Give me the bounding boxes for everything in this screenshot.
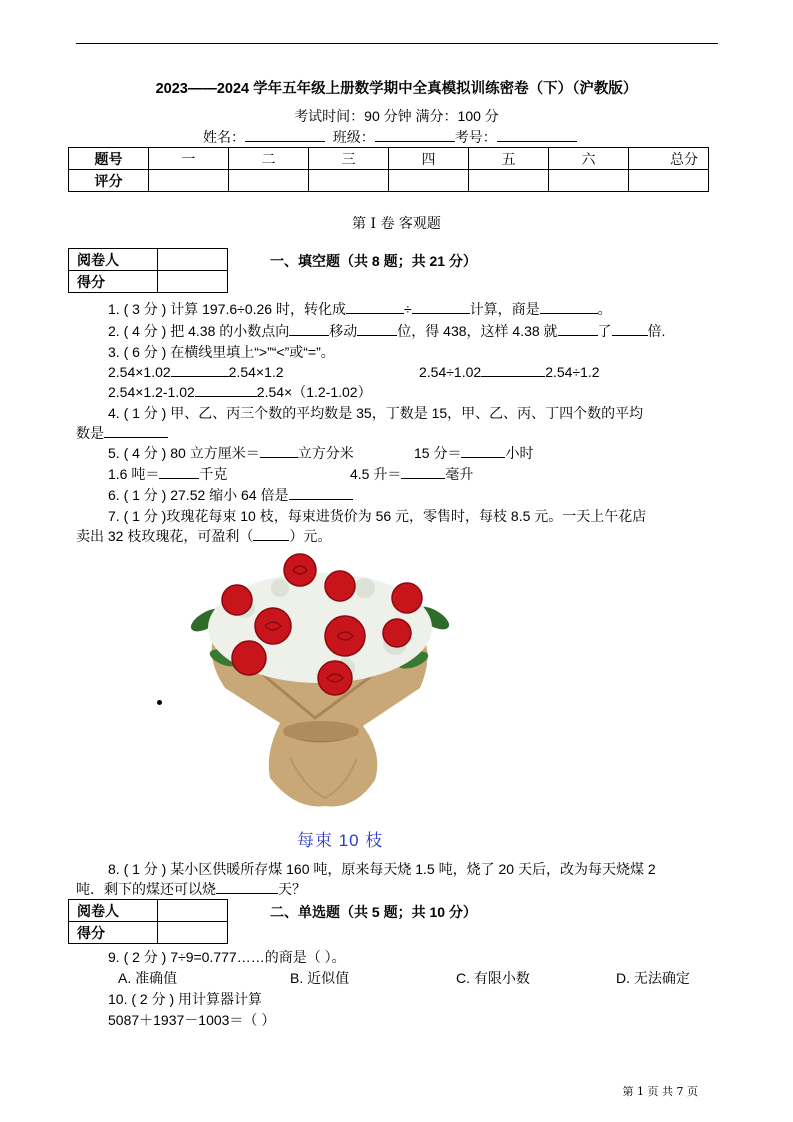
q7-blank[interactable] [253, 526, 289, 541]
question-8: 8. ( 1 分 ) 某小区供暖所存煤 160 吨，原来每天烧 1.5 吨，烧了 20 天后，改为每天烧煤 2 [108, 861, 656, 877]
q9-option-a[interactable]: A. 准确值 [118, 970, 178, 986]
student-info-line [203, 127, 577, 147]
score-col-3: 三 [309, 148, 389, 170]
q2-text-2: 移动 [329, 323, 358, 339]
score-cell[interactable] [629, 170, 709, 192]
score-col-total: 总分 [629, 148, 709, 170]
q2-end: 倍. [647, 323, 666, 339]
q5-text: 4.5 升＝ [350, 466, 402, 482]
question-number-label: 题号 [69, 148, 149, 170]
question-10: 10. ( 2 分 ) 用计算器计算 [108, 991, 263, 1007]
question-5 [108, 443, 354, 463]
grader-box-1 [68, 248, 228, 293]
image-caption: 每束 10 枝 [297, 831, 384, 850]
reviewer-label: 阅卷人 [69, 249, 158, 271]
name-label: 姓名： [203, 129, 245, 145]
points-label: 得分 [69, 271, 158, 293]
class-field[interactable] [375, 127, 455, 142]
header-rule [76, 43, 718, 44]
name-field[interactable] [245, 127, 325, 142]
exam-info: 考试时间：90 分钟 满分：100 分 [294, 108, 499, 124]
score-col-2: 二 [229, 148, 309, 170]
question-2 [108, 321, 665, 341]
q1-end: 。 [597, 301, 612, 317]
reviewer-cell[interactable] [158, 249, 228, 271]
points-label: 得分 [69, 922, 158, 944]
score-col-5: 五 [469, 148, 549, 170]
section-2-title: 二、单选题（共 5 题；共 10 分） [270, 904, 477, 920]
q5-blank-1[interactable] [260, 443, 298, 458]
q9-option-c[interactable]: C. 有限小数 [456, 970, 530, 986]
q3-expr: 2.54÷1.02 [419, 364, 482, 380]
question-4: 4. ( 1 分 ) 甲、乙、丙三个数的平均数是 35，丁数是 15，甲、乙、丙、丁四个数的平均 [108, 405, 644, 421]
question-7-cont [76, 526, 331, 546]
q1-blank-1[interactable] [346, 299, 404, 314]
class-label: 班级： [332, 129, 375, 145]
rose-bouquet-image [185, 548, 450, 816]
score-col-4: 四 [389, 148, 469, 170]
q2-blank-3[interactable] [558, 321, 598, 336]
q3-expr: 2.54×1.2 [228, 364, 284, 380]
id-label: 考号： [454, 129, 497, 145]
q9-option-b[interactable]: B. 近似值 [290, 970, 350, 986]
score-cell[interactable] [149, 170, 229, 192]
q8-end: 天？ [278, 881, 306, 897]
score-cell[interactable] [469, 170, 549, 192]
q8-text-2: 吨．剩下的煤还可以烧 [76, 881, 216, 897]
q8-blank[interactable] [216, 879, 278, 894]
question-9: 9. ( 2 分 ) 7÷9=0.777……的商是（ ）。 [108, 949, 346, 965]
q2-blank-1[interactable] [289, 321, 329, 336]
question-8-cont [76, 879, 306, 899]
q5-text: 5. ( 4 分 ) 80 立方厘米＝ [108, 445, 260, 461]
id-field[interactable] [497, 127, 577, 142]
q3-expr: 2.54×1.02 [108, 364, 171, 380]
score-cell[interactable] [229, 170, 309, 192]
q2-text-3: 位，得 438，这样 4.38 就 [397, 323, 558, 339]
q5-blank-3[interactable] [159, 464, 199, 479]
q1-blank-3[interactable] [540, 299, 598, 314]
q5-blank-2[interactable] [461, 443, 505, 458]
q6-text: 6. ( 1 分 ) 27.52 缩小 64 倍是 [108, 487, 289, 503]
q3-line-2 [108, 382, 372, 402]
q5-text: 1.6 吨＝ [108, 466, 160, 482]
score-table-header-row [69, 148, 709, 170]
question-7: 7. ( 1 分 )玫瑰花每束 10 枝，每束进货价为 56 元，零售时，每枝 8.5 元。一天上午花店 [108, 508, 647, 524]
part-title: 第 I 卷 客观题 [352, 216, 441, 232]
question-5c [108, 464, 227, 484]
q5-unit: 千克 [199, 466, 228, 482]
q3-blank[interactable] [481, 362, 545, 377]
q3-expr: 2.54×1.2-1.02 [108, 384, 195, 400]
q7-text-2: 卖出 32 枝玫瑰花，可盈利（ [76, 528, 254, 544]
q1-text: 1. ( 3 分 ) 计算 197.6÷0.26 时，转化成 [108, 301, 346, 317]
q3-expr: 2.54÷1.2 [545, 364, 600, 380]
q2-blank-4[interactable] [612, 321, 648, 336]
q5-blank-4[interactable] [401, 464, 445, 479]
score-col-1: 一 [149, 148, 229, 170]
q3-blank[interactable] [195, 382, 257, 397]
q3-line-1b [419, 362, 600, 380]
list-bullet [157, 700, 162, 705]
grader-box-2 [68, 899, 228, 944]
q2-text: 2. ( 4 分 ) 把 4.38 的小数点向 [108, 323, 290, 339]
exam-title: 2023——2024 学年五年级上册数学期中全真模拟训练密卷（下）（沪教版） [155, 81, 638, 97]
q1-blank-2[interactable] [412, 299, 470, 314]
score-table [68, 147, 709, 192]
points-cell[interactable] [158, 922, 228, 944]
q2-text-4: 了 [597, 323, 612, 339]
q5-unit: 小时 [505, 445, 534, 461]
score-cell[interactable] [309, 170, 389, 192]
q4-text-2: 数是 [76, 425, 104, 441]
q5-unit: 毫升 [445, 466, 474, 482]
q6-blank[interactable] [289, 485, 353, 500]
question-5d [350, 464, 473, 484]
question-4-cont [76, 423, 168, 443]
q3-expr: 2.54×（1.2-1.02） [256, 384, 372, 400]
score-table-score-row [69, 170, 709, 192]
q5-text: 15 分＝ [414, 445, 462, 461]
score-cell[interactable] [389, 170, 469, 192]
q5-unit: 立方分米 [297, 445, 354, 461]
q9-option-d[interactable]: D. 无法确定 [616, 970, 690, 986]
score-col-6: 六 [549, 148, 629, 170]
points-cell[interactable] [158, 271, 228, 293]
reviewer-cell[interactable] [158, 900, 228, 922]
question-5b [414, 443, 533, 463]
score-cell[interactable] [549, 170, 629, 192]
q3-blank[interactable] [171, 362, 229, 377]
reviewer-label: 阅卷人 [69, 900, 158, 922]
question-10-expr: 5087＋1937－1003＝（ ） [108, 1012, 276, 1028]
question-6 [108, 485, 353, 505]
q2-blank-2[interactable] [357, 321, 397, 336]
page-footer: 第 1 页 共 7 页 [622, 1085, 698, 1098]
q1-text-2: 计算，商是 [469, 301, 540, 317]
q1-div: ÷ [403, 301, 412, 317]
q7-end: ）元。 [289, 528, 332, 544]
q3-line-1a [108, 362, 284, 380]
question-3: 3. ( 6 分 ) 在横线里填上“>”“<”或“=”。 [108, 344, 335, 360]
score-label: 评分 [69, 170, 149, 192]
question-1 [108, 299, 612, 319]
section-1-title: 一、填空题（共 8 题；共 21 分） [270, 253, 477, 269]
q4-blank[interactable] [104, 423, 168, 438]
